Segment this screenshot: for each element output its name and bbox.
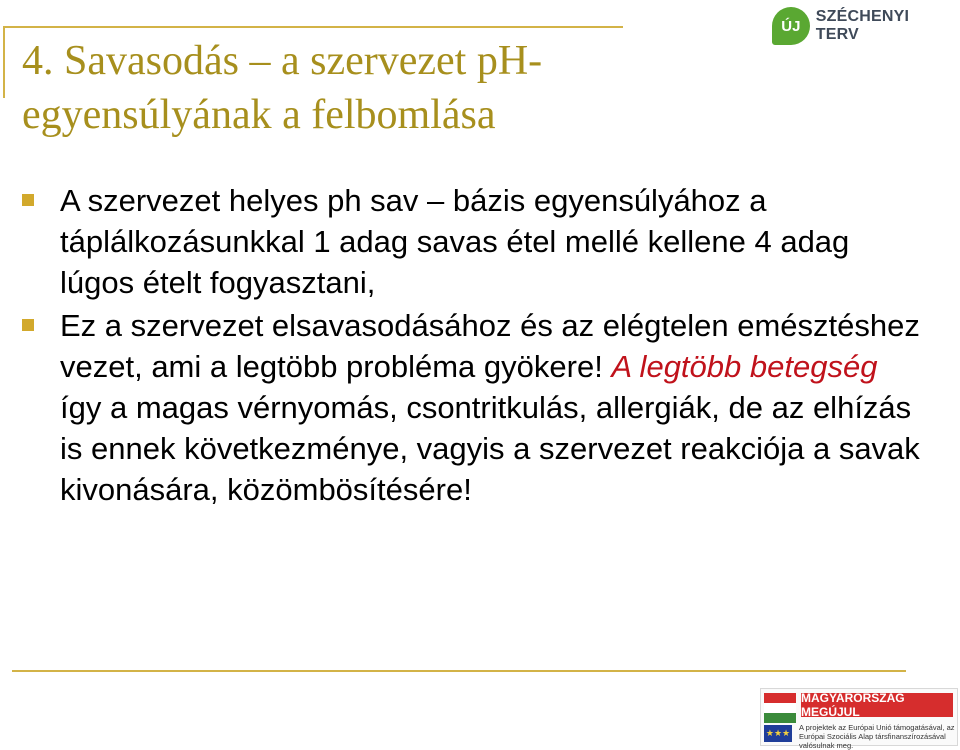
- bullet-text-start: Ez a szervezet elsavasodásához és az elégtelen emésztéshez vezet, ami a legtöbb probléma gyökere!: [60, 308, 920, 384]
- footer-divider: [12, 670, 906, 672]
- title-accent-vertical-line: [3, 26, 5, 98]
- title-accent-horizontal-line: [3, 26, 623, 28]
- square-bullet-icon: [22, 194, 34, 206]
- banner-text: MAGYARORSZÁG MEGÚJUL: [801, 693, 953, 717]
- bullet-item-1: [22, 180, 922, 303]
- eu-funding-text: A projektek az Európai Unió támogatásával, az Európai Szociális Alap társfinanszírozásával valósulnak meg.: [799, 723, 955, 750]
- logo-text: SZÉCHENYI TERV: [815, 8, 910, 43]
- eu-flag-icon: ★★★: [764, 725, 792, 742]
- hungarian-flag-icon: [764, 693, 796, 723]
- slide-title: 4. Savasodás – a szervezet pH-egyensúlyának a felbomlása: [22, 38, 543, 138]
- square-bullet-icon: [22, 319, 34, 331]
- magyarorszag-megujul-badge: [760, 688, 958, 750]
- szechenyi-terv-logo: [772, 6, 956, 46]
- slide-content: [22, 180, 922, 512]
- bullet-item-2: [22, 305, 922, 510]
- bullet-text: A szervezet helyes ph sav – bázis egyensúlyához a táplálkozásunkkal 1 adag savas étel mellé kellene 4 adag lúgos ételt fogyasztani,: [60, 183, 850, 300]
- emphasis-text: A legtöbb betegség: [611, 349, 878, 384]
- bullet-text-end: így a magas vérnyomás, csontritkulás, allergiák, de az elhízás is ennek következménye, vagyis a szervezet reakciója a savak kivonására, közömbösítésére!: [60, 390, 920, 507]
- leaf-icon: ÚJ: [772, 7, 810, 45]
